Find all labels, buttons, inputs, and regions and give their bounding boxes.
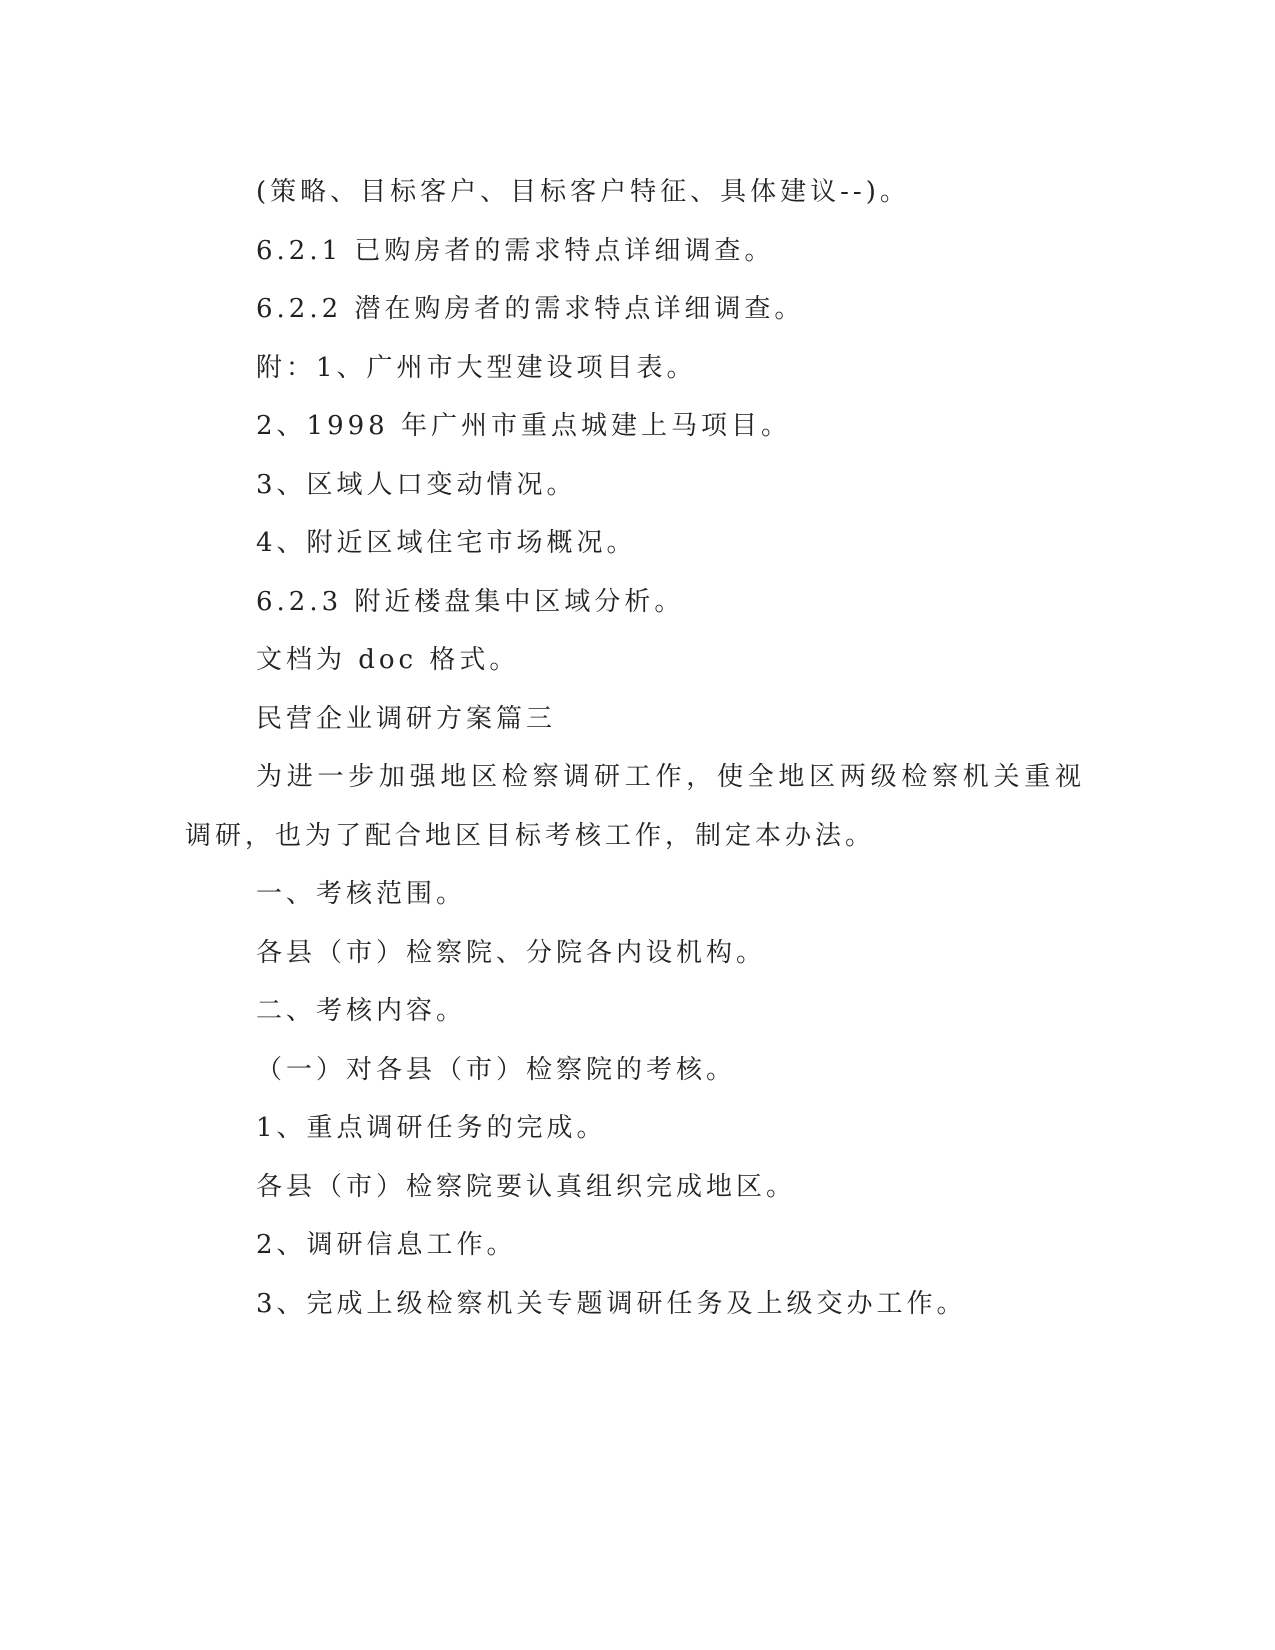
paragraph-6-2-2: 6.2.2 潜在购房者的需求特点详细调查。	[256, 294, 805, 324]
list-item-3: 3、完成上级检察机关专题调研任务及上级交办工作。	[256, 1288, 967, 1319]
paragraph-appendix-1: 附：1、广州市大型建设项目表。	[256, 352, 697, 383]
heading-scope: 一、考核范围。	[256, 879, 467, 909]
paragraph-6-2-3: 6.2.3 附近楼盘集中区域分析。	[256, 586, 685, 617]
paragraph-appendix-2: 2、1998 年广州市重点城建上马项目。	[256, 411, 791, 441]
subheading-county: （一）对各县（市）检察院的考核。	[256, 1054, 737, 1085]
paragraph-strategy-note: (策略、目标客户、目标客户特征、具体建议--)。	[256, 177, 910, 207]
document-body	[185, 163, 1085, 1333]
section-heading: 民营企业调研方案篇三	[256, 703, 557, 734]
paragraph-intro: 为进一步加强地区检察调研工作，使全地区两级检察机关重视调研，也为了配合地区目标考核工作，制定本办法。	[185, 762, 1085, 851]
paragraph-appendix-4: 4、附近区域住宅市场概况。	[256, 528, 637, 558]
paragraph-6-2-1: 6.2.1 已购房者的需求特点详细调查。	[256, 235, 775, 266]
list-item-2: 2、调研信息工作。	[256, 1230, 517, 1260]
paragraph-county-task: 各县（市）检察院要认真组织完成地区。	[256, 1171, 797, 1202]
list-item-1: 1、重点调研任务的完成。	[256, 1113, 607, 1143]
paragraph-scope-detail: 各县（市）检察院、分院各内设机构。	[256, 937, 767, 968]
paragraph-doc-format: 文档为 doc 格式。	[256, 645, 520, 675]
paragraph-appendix-3: 3、区域人口变动情况。	[256, 469, 577, 500]
heading-content: 二、考核内容。	[256, 996, 467, 1026]
